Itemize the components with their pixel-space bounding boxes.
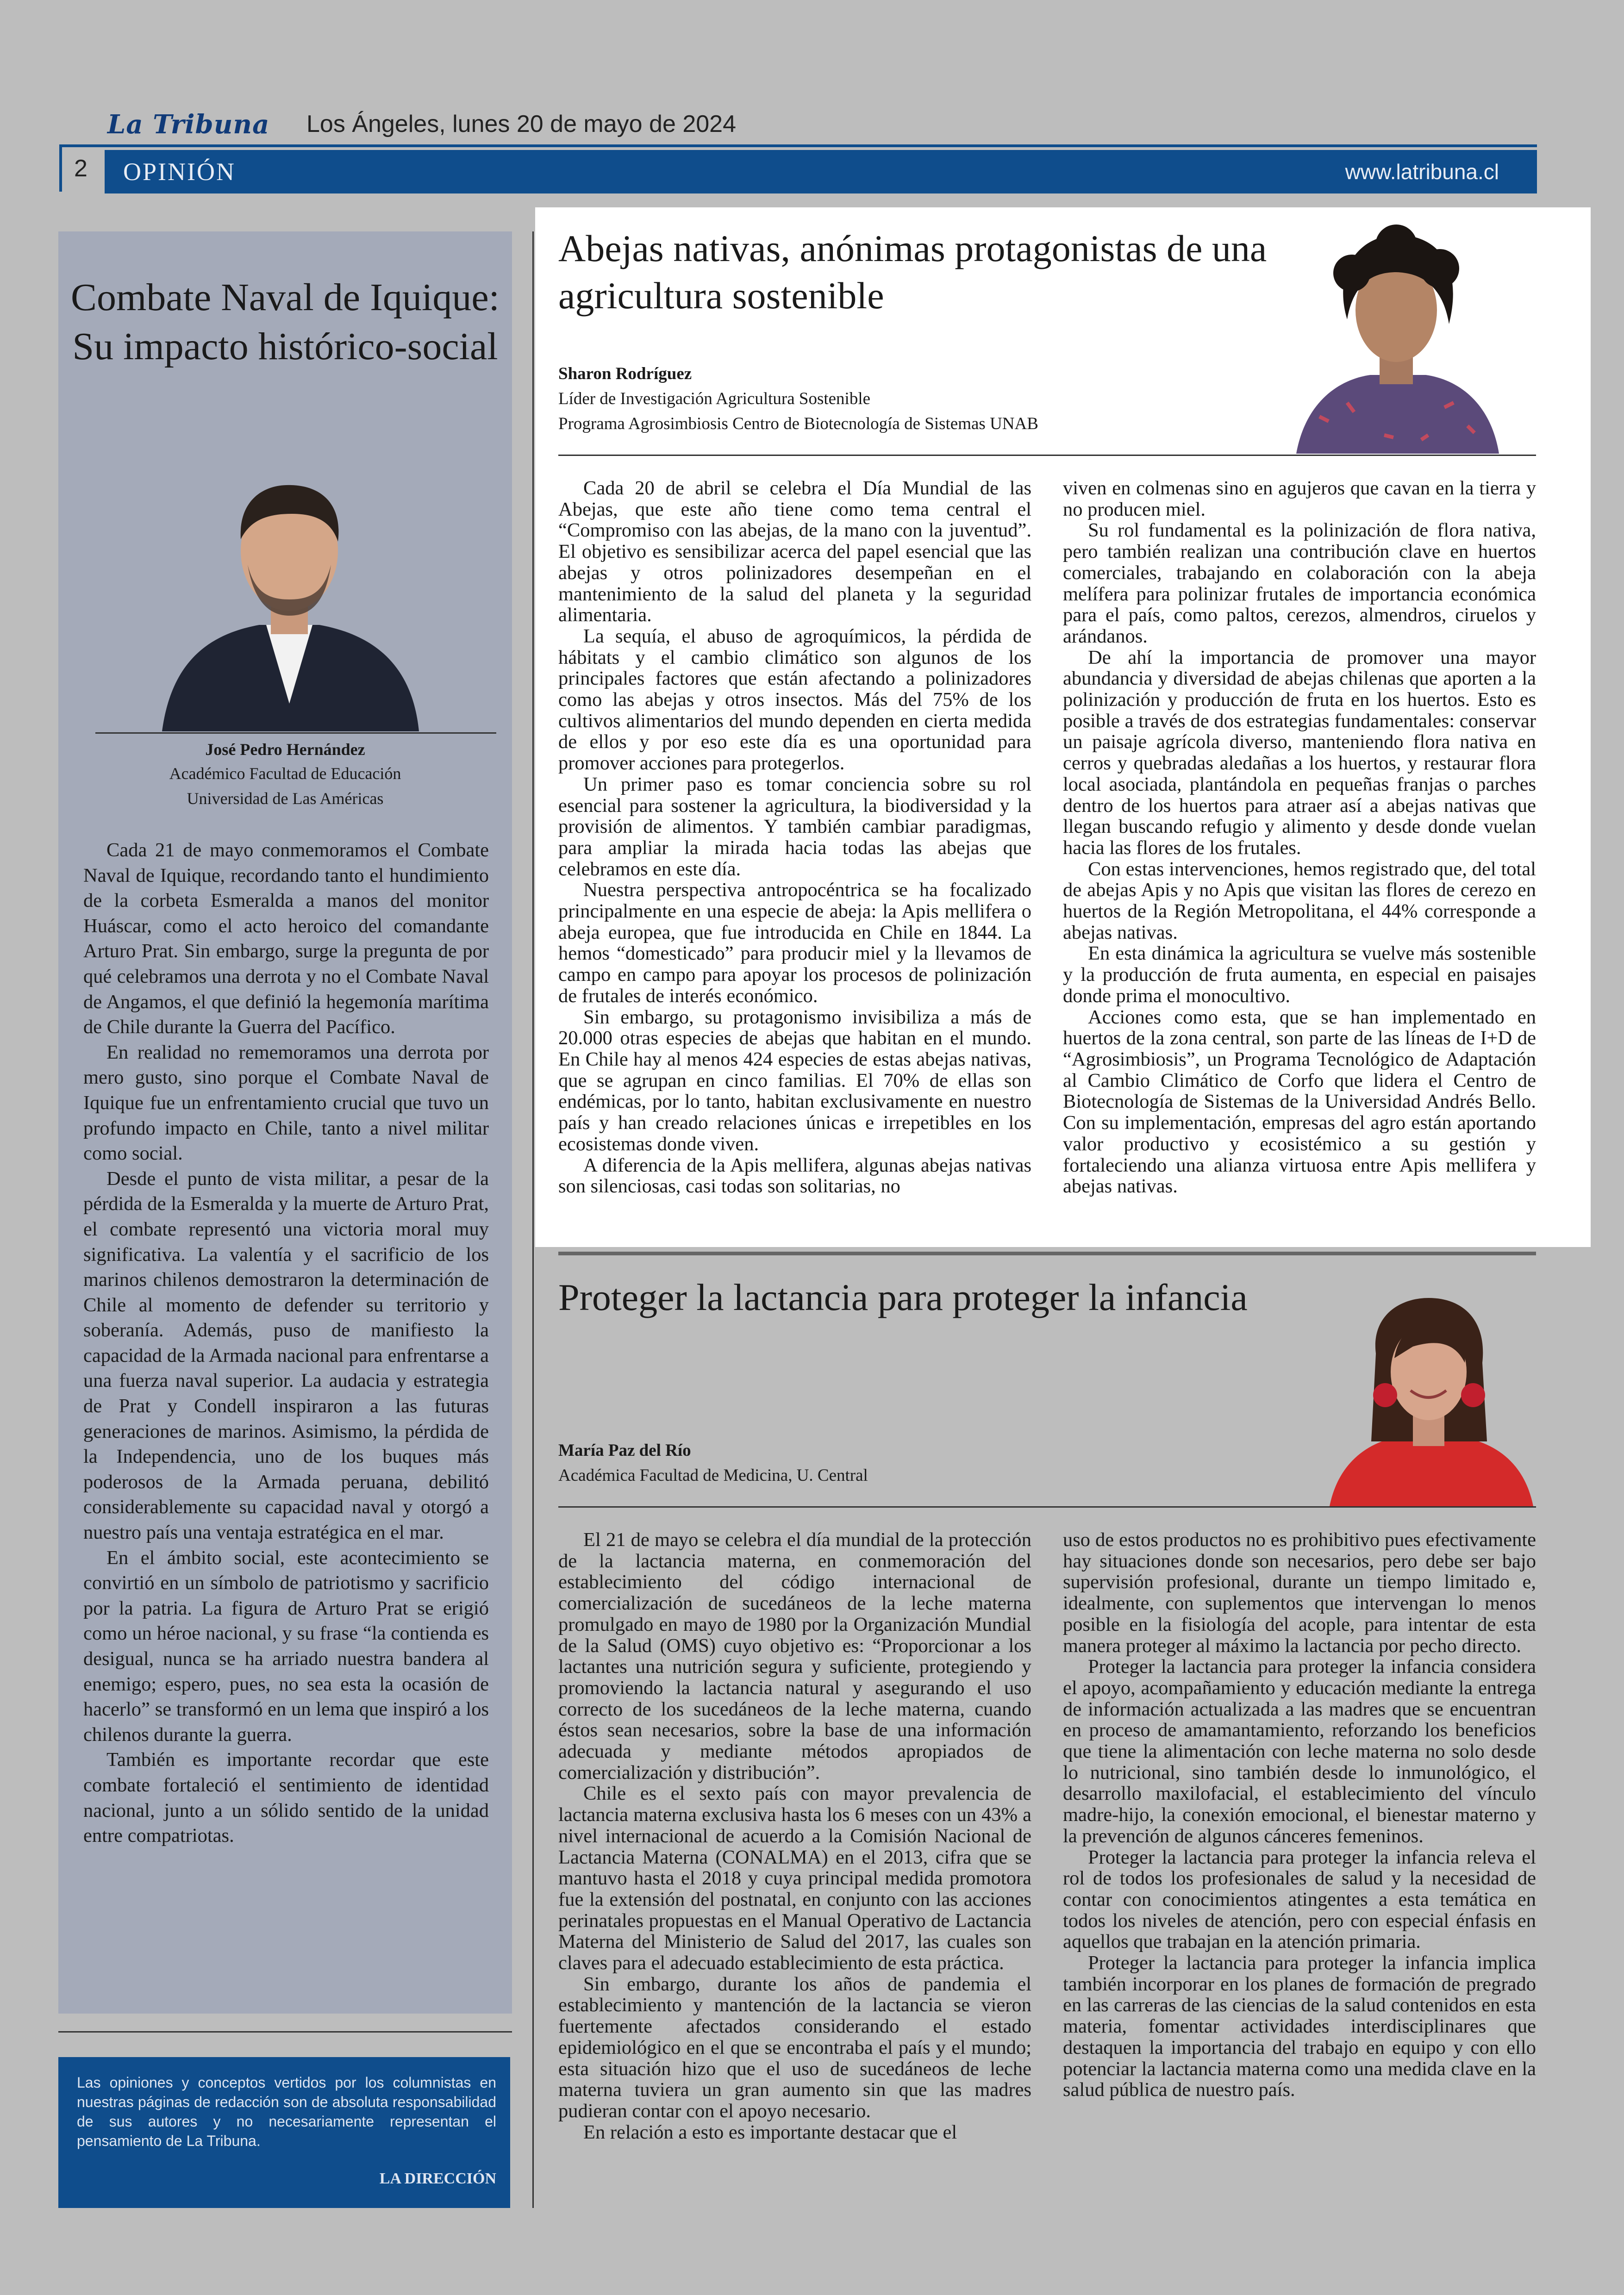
- author-photo-sharon: [1292, 218, 1501, 454]
- article-lactation-byline-rule: [558, 1506, 1536, 1508]
- paragraph: Proteger la lactancia para proteger la infancia considera el apoyo, acompañamiento y educación mediante la entrega de información actualizada a las madres que se encuentran en proceso de amamantamiento, reforzando los beneficios que tiene la alimentación con leche materna no solo desde lo nutricional, sino también desde lo inmunológico, el desarrollo maxilofacial, el establecimiento del vínculo madre-hijo, la conexión emocional, el bienestar materno y la prevención de algunos cánceres femeninos.: [1063, 1656, 1536, 1847]
- paragraph: Cada 20 de abril se celebra el Día Mundial de las Abejas, que este año tiene como tema central el “Compromiso con las abejas, de la mano con la juventud”. El objetivo es sensibilizar acerca del papel esencial que las abejas y otros polinizadores desempeñan en el mantenimiento de la salud del planeta y la seguridad alimentaria.: [558, 477, 1031, 626]
- paragraph: En esta dinámica la agricultura se vuelve más sostenible y la producción de fruta aumenta, en especial en paisajes donde prima el monocultivo.: [1063, 942, 1536, 1007]
- paragraph: La sequía, el abuso de agroquímicos, la pérdida de hábitats y el cambio climático son algunos de los principales factores que están afectando a polinizadores como las abejas y otros insectos. Más del 75% de los cultivos alimentarios del mundo dependen en cierta medida de ellos y por eso este día es una oportunidad para promover acciones para protegerlos.: [558, 625, 1031, 774]
- paragraph: uso de estos productos no es prohibitivo pues efectivamente hay situaciones donde son necesarios, pero debe ser bajo supervisión profesional, durante un tiempo limitado e, idealmente, con suplementos que intervengan lo menos posible en la fisiología del acople, para intentar de esta manera proteger al máximo la lactancia por pecho directo.: [1063, 1529, 1536, 1657]
- article-bees-title: Abejas nativas, anónimas protagonistas de una agricultura sostenible: [558, 227, 1267, 317]
- paragraph: Su rol fundamental es la polinización de flora nativa, pero también realizan una contribución clave en huertos comerciales, trabajando en colaboración con la abeja melífera para polinizar frutales de importancia económica para el país, como paltos, cerezos, almendros, ciruelos y arándanos.: [1063, 519, 1536, 647]
- article-lactation-column-1: [558, 1529, 1031, 2143]
- left-column-title: Combate Naval de Iquique: Su impacto histórico-social: [70, 276, 500, 368]
- author-photo-jose-pedro: [153, 444, 426, 731]
- paragraph: viven en colmenas sino en agujeros que cavan en la tierra y no producen miel.: [1063, 477, 1536, 520]
- paragraph: En relación a esto es importante destacar que el: [583, 2121, 957, 2143]
- left-author-role: Académico Facultad de Educación: [169, 764, 401, 783]
- paragraph: Un primer paso es tomar conciencia sobre su rol esencial para sostener la agricultura, la biodiversidad y la provisión de alimentos. Y también cambiar paradigmas, para ampliar la mirada hacia todas las abejas que celebramos en este día.: [558, 773, 1031, 880]
- article-lactation-author-role: Académica Facultad de Medicina, U. Central: [558, 1466, 868, 1485]
- article-lactation-author-name: María Paz del Río: [558, 1441, 691, 1460]
- paragraph: Sin embargo, su protagonismo invisibiliza a más de 20.000 otras especies de abejas que habitan en el mundo. En Chile hay al menos 424 especies de estas abejas nativas, que se agrupan en cinco familias. El 70% de ellas son endémicas, por lo tanto, habitan exclusivamente en nuestro país y han creado relaciones únicas e irrepetibles en los ecosistemas donde viven.: [558, 1006, 1031, 1155]
- left-column-body: [83, 838, 489, 1849]
- left-author-affiliation: Universidad de Las Américas: [187, 789, 384, 808]
- column-divider: [532, 231, 534, 2208]
- paragraph: También es importante recordar que este combate fortaleció el sentimiento de identidad nacional, junto a un sólido sentido de la unidad entre compatriotas.: [83, 1749, 489, 1847]
- paragraph: En realidad no rememoramos una derrota por mero gusto, sino porque el Combate Naval de Iquique fue un enfrentamiento crucial que tuvo un profundo impacto en Chile, tanto a nivel militar como social.: [83, 1041, 489, 1165]
- disclaimer-signature: LA DIRECCIÓN: [379, 2170, 496, 2187]
- paragraph: De ahí la importancia de promover una mayor abundancia y diversidad de abejas chilenas que aporten a la polinización y producción de fruta en los huertos. Esto es posible a través de dos estrategias fundamentales: conservar un paisaje agrícola diverso, manteniendo flora nativa en cerros y quebradas aledañas a los huertos, y restaurar flora local asociada, plantándola en pequeñas franjas o parches dentro de los huertos para atraer así a abejas nativas que llegan buscando refugio y alimento y desde donde vuelan hacia las flores de los frutales.: [1063, 646, 1536, 859]
- paragraph: Con estas intervenciones, hemos registrado que, del total de abejas Apis y no Apis que visitan las flores de cerezo en huertos de la Región Metropolitana, el 44% corresponde a abejas nativas.: [1063, 858, 1536, 943]
- article-lactation-column-2: [1063, 1529, 1536, 2101]
- article-bees-column-2: [1063, 478, 1536, 1197]
- masthead-logo: La Tribuna: [107, 109, 270, 140]
- disclaimer-text: Las opiniones y conceptos vertidos por los columnistas en nuestras páginas de redacción son de absoluta responsabilidad de sus autores y no necesariamente representan el pensamiento de La Tribuna.: [77, 2074, 496, 2149]
- website-link[interactable]: www.latribuna.cl: [1345, 160, 1499, 184]
- author-photo-maria-paz: [1320, 1289, 1537, 1506]
- paragraph: Desde el punto de vista militar, a pesar de la pérdida de la Esmeralda y la muerte de Arturo Prat, el combate representó una victoria moral muy significativa. La valentía y el sacrificio de los marinos chilenos demostraron la determinación de Chile al momento de defender su territorio y soberanía. Además, puso de manifiesto la capacidad de la Armada nacional para enfrentarse a una fuerza naval superior. La audacia y estrategia de Prat y Condell inspiraron a las futuras generaciones de marinos. Asimismo, la pérdida de la Independencia, uno de los buques más poderosos de la Armada peruana, debilitó considerablemente su capacidad naval y otorgó a nuestro país una ventaja estratégica en el mar.: [83, 1167, 489, 1544]
- section-label: OPINIÓN: [123, 158, 236, 186]
- left-author-name: José Pedro Hernández: [205, 740, 365, 759]
- article-bees-byline-rule: [558, 455, 1536, 456]
- paragraph: Cada 21 de mayo conmemoramos el Combate Naval de Iquique, recordando tanto el hundimiento de la corbeta Esmeralda a manos del monitor Huáscar, como el acto heroico del comandante Arturo Prat. Sin embargo, surge la pregunta de por qué celebramos una derrota y no el Combate Naval de Angamos, el que definió la hegemonía marítima de Chile durante la Guerra del Pacífico.: [83, 839, 489, 1038]
- author-divider: [95, 732, 496, 734]
- article-bees-column-1: [558, 478, 1031, 1197]
- article-lactation-top-rule: [558, 1252, 1536, 1255]
- header-rule: [59, 144, 1537, 147]
- article-bees-author-name: Sharon Rodríguez: [558, 364, 692, 383]
- paragraph: Proteger la lactancia para proteger la infancia releva el rol de todos los profesionales de salud y la necesidad de contar con conocimientos atingentes a esta temática en todos los niveles de atención, pero con especial énfasis en aquellos que trabajan en la atención primaria.: [1063, 1846, 1536, 1953]
- article-lactation-title: Proteger la lactancia para proteger la infancia: [558, 1276, 1248, 1318]
- paragraph: El 21 de mayo se celebra el día mundial de la protección de la lactancia materna, en conmemoración del establecimiento del código internacional de comercialización de sucedáneos de la leche materna promulgado en mayo de 1980 por la Organización Mundial de la Salud (OMS) cuyo objetivo es: “Proporcionar a los lactantes una nutrición segura y suficiente, protegiendo y promoviendo la lactancia natural y asegurando el uso correcto de los sucedáneos de la leche materna, cuando éstos sean necesarios, sobre la base de una información adecuada y mediante métodos apropiados de comercialización y distribución”.: [558, 1529, 1031, 1784]
- left-column-bottom-rule: [58, 2031, 512, 2033]
- article-bees-author-role: Líder de Investigación Agricultura Sostenible: [558, 389, 871, 408]
- paragraph: A diferencia de la Apis mellifera, algunas abejas nativas son silenciosas, casi todas son solitarias, no: [558, 1154, 1031, 1197]
- paragraph: Sin embargo, durante los años de pandemia el establecimiento y mantención de la lactancia se vieron fuertemente afectados considerando el estado epidemiológico en el que se encontraba el país y el mundo; esta situación hizo que el uso de sucedáneos de leche materna tuviera un gran aumento sin que las madres pudieran contar con el apoyo necesario.: [558, 1973, 1031, 2122]
- paragraph: En el ámbito social, este acontecimiento se convirtió en un símbolo de patriotismo y sacrificio por la patria. La figura de Arturo Prat se erigió como un héroe nacional, y su frase “la contienda es desigual, nunca se ha arriado nuestra bandera al enemigo; espero, pues, no sea esta la ocasión de hacerlo” se transformó en un lema que inspiró a los chilenos durante la guerra.: [83, 1547, 489, 1746]
- paragraph: Acciones como esta, que se han implementado en huertos de la zona central, son parte de las líneas de I+D de “Agrosimbiosis”, un Programa Tecnológico de Adaptación al Cambio Climático de Corfo que lidera el Centro de Biotecnología de Sistemas de la Universidad Andrés Bello. Con su implementación, empresas del agro están aportando valor productivo y ecosistémico a su gestión y fortaleciendo una alianza virtuosa entre Apis mellifera y abejas nativas.: [1063, 1006, 1536, 1197]
- dateline: Los Ángeles, lunes 20 de mayo de 2024: [306, 111, 737, 137]
- section-bar: [105, 150, 1537, 193]
- paragraph: Proteger la lactancia para proteger la infancia implica también incorporar en los planes de formación de pregrado en las carreras de las ciencias de la salud contenidos en esta materia, fomentar actividades interdisciplinares que destaquen la importancia del trabajo en equipo y con ello potenciar la lactancia materna como una medida clave en la salud pública de nuestro país.: [1063, 1952, 1536, 2101]
- article-bees-author-affiliation: Programa Agrosimbiosis Centro de Biotecnología de Sistemas UNAB: [558, 414, 1038, 433]
- paragraph: Nuestra perspectiva antropocéntrica se ha focalizado principalmente en una especie de abeja: la Apis mellifera o abeja europea, que fue introducida en Chile en 1844. La hemos “domesticado” para producir miel y la llevamos de campo en campo para apoyar los procesos de polinización de frutales de interés económico.: [558, 879, 1031, 1007]
- paragraph: Chile es el sexto país con mayor prevalencia de lactancia materna exclusiva hasta los 6 meses con un 43% a nivel internacional de acuerdo a la Comisión Nacional de Lactancia Materna (CONALMA) en el 2013, cifra que se mantuvo hasta el 2018 y cuya principal medida promotora fue la extensión del postnatal, en conjunto con las acciones perinatales propuestas en el Manual Operativo de Lactancia Materna del Ministerio de Salud del 2017, las cuales son claves para el adecuado establecimiento de esta práctica.: [558, 1783, 1031, 1974]
- page-number: 2: [74, 155, 87, 182]
